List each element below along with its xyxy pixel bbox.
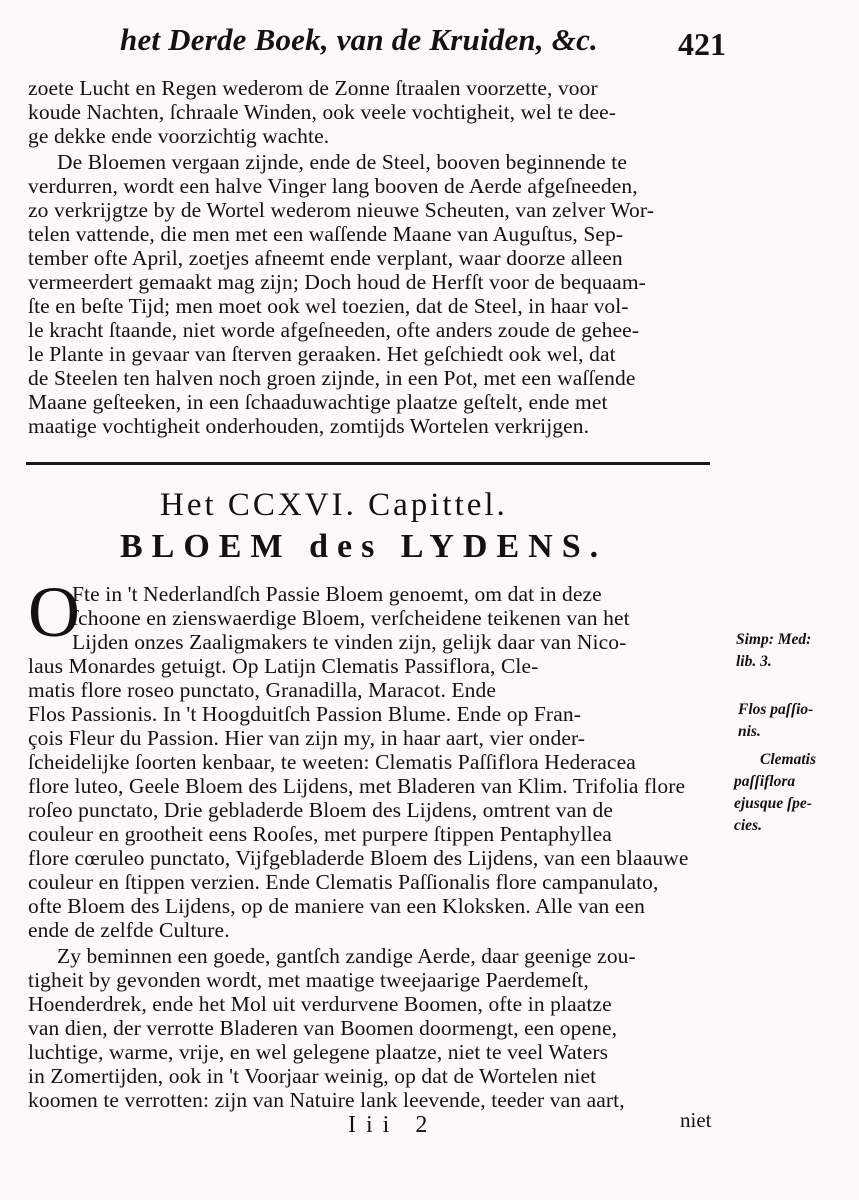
- text-line: flore cœruleo punctato, Vijfgebladerde Bloem des Lijdens, van een blaauwe: [28, 846, 689, 870]
- margin-note: Clematis: [760, 751, 816, 768]
- text-line: Fte in 't Nederlandſch Passie Bloem genoemt, om dat in deze: [72, 582, 602, 606]
- text-line: maatige vochtigheit onderhouden, zomtijds Wortelen verkrijgen.: [28, 414, 590, 438]
- text-line: couleur en grootheit eens Rooſes, met purpere ſtippen Pentaphyllea: [28, 822, 612, 846]
- margin-note: Flos paſſio-: [738, 701, 814, 718]
- text-line: matis flore roseo punctato, Granadilla, Maracot. Ende: [28, 678, 496, 702]
- margin-note: paſſiflora: [734, 773, 796, 790]
- margin-note: Simp: Med:: [736, 631, 812, 648]
- running-header: het Derde Boek, van de Kruiden, &c.: [120, 22, 598, 57]
- text-line: flore luteo, Geele Bloem des Lijdens, met Bladeren van Klim. Trifolia flore: [28, 774, 686, 798]
- text-line: vermeerdert gemaakt mag zijn; Doch houd de Herfſt voor de bequaam-: [28, 270, 646, 294]
- margin-note: cies.: [734, 817, 762, 834]
- text-line: tember ofte April, zoetjes afneemt ende verplant, waar doorze alleen: [28, 246, 623, 270]
- text-line: zo verkrijgtze by de Wortel wederom nieuwe Scheuten, van zelver Wor-: [28, 198, 654, 222]
- text-line: roſeo punctato, Drie gebladerde Bloem des Lijdens, omtrent van de: [28, 798, 614, 822]
- chapter-title: Het CCXVI. Capittel.: [160, 487, 508, 523]
- margin-note: lib. 3.: [736, 653, 772, 670]
- text-line: koude Nachten, ſchraale Winden, ook veele vochtigheit, wel te dee-: [28, 100, 616, 124]
- text-line: çois Fleur du Passion. Hier van zijn my, in haar aart, vier onder-: [28, 726, 586, 750]
- text-line: ſcheidelijke ſoorten kenbaar, te weeten: Clematis Paſſiflora Hederacea: [28, 750, 636, 774]
- text-line: ge dekke ende voorzichtig wachte.: [28, 124, 330, 148]
- text-line: in Zomertijden, ook in 't Voorjaar weinig, op dat de Wortelen niet: [28, 1064, 597, 1088]
- text-line: koomen te verrotten: zijn van Natuire lank leevende, teeder van aart,: [28, 1088, 625, 1112]
- text-line: telen vattende, die men met een waſſende Maane van Auguſtus, Sep-: [28, 222, 624, 246]
- text-line: zoete Lucht en Regen wederom de Zonne ſtraalen voorzette, voor: [28, 76, 598, 100]
- text-line: Flos Passionis. In 't Hoogduitſch Passion Blume. Ende op Fran-: [28, 702, 581, 726]
- text-line: laus Monardes getuigt. Op Latijn Clematis Passiflora, Cle-: [28, 654, 539, 678]
- text-line: ende de zelfde Culture.: [28, 918, 230, 942]
- text-line: ſte en beſte Tijd; men moet ook wel toezien, dat de Steel, in haar vol-: [28, 294, 629, 318]
- page-number: 421: [678, 26, 726, 62]
- section-divider: [26, 462, 710, 465]
- text-line: van dien, der verrotte Bladeren van Boomen doormengt, een opene,: [28, 1016, 618, 1040]
- text-line: le Plante in gevaar van ſterven geraaken. Het geſchiedt ook wel, dat: [28, 342, 616, 366]
- text-line: le kracht ſtaande, niet worde afgeſneeden, ofte anders zoude de gehee-: [28, 318, 640, 342]
- text-line: tigheit by gevonden wordt, met maatige tweejaarige Paerdemeſt,: [28, 968, 589, 992]
- text-line: Maane geſteeken, in een ſchaaduwachtige plaatze geſtelt, ende met: [28, 390, 608, 414]
- catchword: niet: [680, 1108, 712, 1132]
- signature-mark: Iii 2: [348, 1112, 438, 1138]
- text-line: verdurren, wordt een halve Vinger lang booven de Aerde afgeſneeden,: [28, 174, 638, 198]
- text-line: de Steelen ten halven noch groen zijnde, in een Pot, met een waſſende: [28, 366, 636, 390]
- text-line: Zy beminnen een goede, gantſch zandige Aerde, daar geenige zou-: [57, 944, 636, 968]
- text-line: De Bloemen vergaan zijnde, ende de Steel, booven beginnende te: [57, 150, 627, 174]
- margin-note: nis.: [738, 723, 761, 740]
- text-line: Lijden onzes Zaaligmakers te vinden zijn, gelijk daar van Nico-: [72, 630, 627, 654]
- drop-cap: O: [28, 572, 80, 652]
- chapter-subtitle: BLOEM des LYDENS.: [120, 528, 608, 565]
- text-line: Hoenderdrek, ende het Mol uit verdurvene Boomen, ofte in plaatze: [28, 992, 612, 1016]
- margin-note: ejusque ſpe-: [734, 795, 812, 812]
- text-line: ofte Bloem des Lijdens, op de maniere van een Kloksken. Alle van een: [28, 894, 645, 918]
- text-line: luchtige, warme, vrije, en wel gelegene plaatze, niet te veel Waters: [28, 1040, 609, 1064]
- text-line: ſchoone en zienswaerdige Bloem, verſcheidene teikenen van het: [72, 606, 630, 630]
- text-line: couleur en ſtippen verzien. Ende Clematis Paſſionalis flore campanulato,: [28, 870, 659, 894]
